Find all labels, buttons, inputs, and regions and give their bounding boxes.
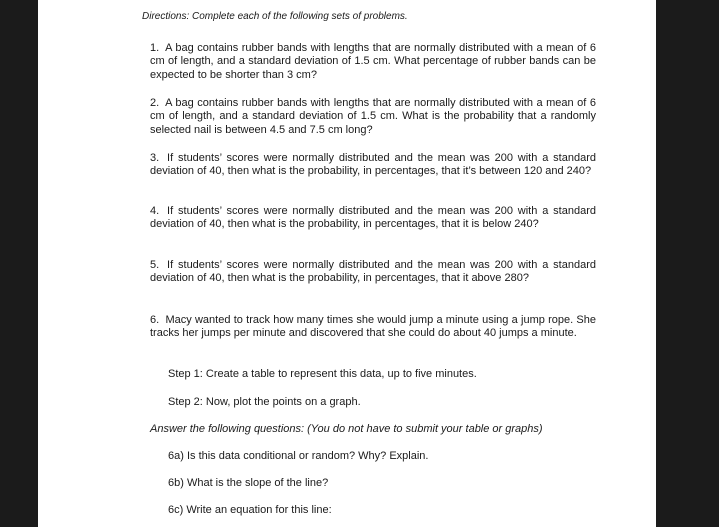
problem-1 <box>150 42 596 82</box>
problem-text: If students’ scores were normally distributed and the mean was 200 with a standard deviation of 40, then what is the probability, in percentages, that it’s between 120 and 240? <box>150 152 596 178</box>
problem-2 <box>150 97 596 137</box>
problem-number: 3. <box>150 152 160 164</box>
question-6b: 6b) What is the slope of the line? <box>168 477 329 489</box>
left-border <box>0 0 38 527</box>
problem-text: A bag contains rubber bands with lengths that are normally distributed with a mean of 6 cm of length, and a standard deviation of 1.5 cm. What is the probability that a randomly selected nail is between 4.5 and 7.5 cm long? <box>150 97 597 136</box>
step-2: Step 2: Now, plot the points on a graph. <box>168 396 361 408</box>
problem-3 <box>150 152 596 179</box>
answer-instructions: Answer the following questions: (You do not have to submit your table or graphs) <box>150 423 543 435</box>
question-6a: 6a) Is this data conditional or random? Why? Explain. <box>168 450 429 462</box>
problem-text: Macy wanted to track how many times she would jump a minute using a jump rope. She tracks her jumps per minute and discovered that she could do about 40 jumps a minute. <box>150 314 597 340</box>
question-6c: 6c) Write an equation for this line: <box>168 504 332 516</box>
problem-6 <box>150 314 596 341</box>
step-1: Step 1: Create a table to represent this data, up to five minutes. <box>168 368 477 380</box>
problem-number: 6. <box>150 314 160 326</box>
problem-number: 2. <box>150 97 160 109</box>
problem-text: A bag contains rubber bands with lengths that are normally distributed with a mean of 6 cm of length, and a standard deviation of 1.5 cm. What percentage of rubber bands can be expected to be shorter than 3 cm? <box>150 42 597 81</box>
problem-5 <box>150 259 596 286</box>
problem-text: If students’ scores were normally distributed and the mean was 200 with a standard deviation of 40, then what is the probability, in percentages, that it above 280? <box>150 259 596 285</box>
problem-number: 5. <box>150 259 160 271</box>
worksheet-page <box>38 0 656 527</box>
right-border <box>656 0 719 527</box>
problem-number: 1. <box>150 42 160 54</box>
problem-text: If students’ scores were normally distributed and the mean was 200 with a standard deviation of 40, then what is the probability, in percentages, that it is below 240? <box>150 205 596 231</box>
problem-4 <box>150 205 596 232</box>
problem-number: 4. <box>150 205 160 217</box>
directions-text: Directions: Complete each of the following sets of problems. <box>142 11 408 22</box>
